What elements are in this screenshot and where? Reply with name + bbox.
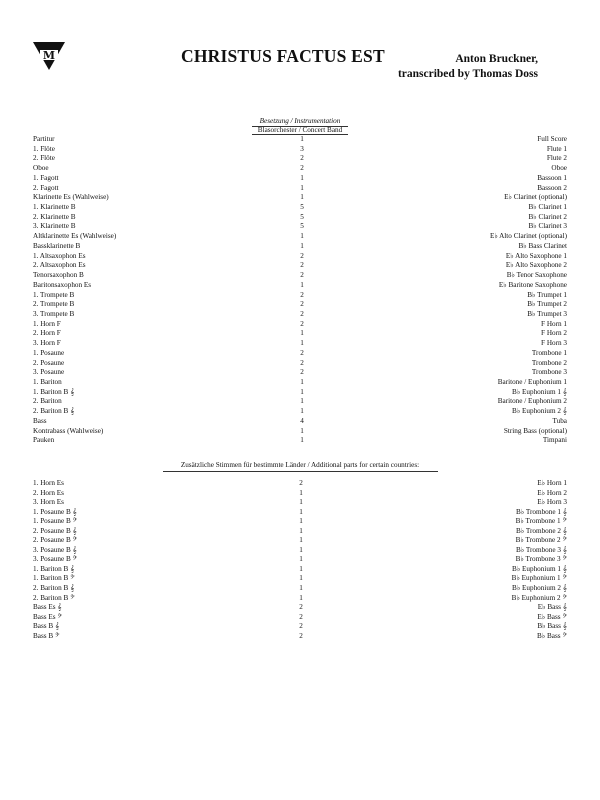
table-row [33,164,567,174]
instrument-name-english: Full Score [537,135,567,143]
instrument-name-german: 3. Trompete B [33,309,75,318]
instrument-name-german: 3. Posaune B 𝄞 [33,545,77,554]
instrument-name-english: E♭ Horn 3 [537,498,567,507]
table-row [33,397,567,407]
table-row [33,232,567,242]
instrument-name-english: B♭ Euphonium 1 𝄞 [512,387,567,396]
table-row [33,632,567,642]
page-title: CHRISTUS FACTUS EST [181,46,385,66]
part-count: 1 [300,280,304,289]
section-divider [163,471,438,472]
instrument-name-german: 2. Horn Es [33,488,64,497]
table-row [33,479,567,489]
instrument-name-english: B♭ Trumpet 2 [527,300,567,309]
table-row [33,222,567,232]
table-row [33,310,567,320]
instrument-name-german: 1. Flöte [33,144,55,153]
instrument-name-german: 2. Altsaxophon Es [33,261,86,270]
instrument-name-english: B♭ Clarinet 3 [528,222,567,231]
table-row [33,339,567,349]
part-count: 1 [300,241,304,250]
part-count: 1 [299,593,303,602]
part-count: 2 [300,358,304,367]
instrument-name-german: 2. Horn F [33,329,61,338]
part-count: 2 [300,154,304,163]
part-count: 1 [300,232,304,241]
instrument-name-german: 1. Horn F [33,319,61,328]
instrument-name-german: 1. Posaune [33,348,65,357]
instrument-name-english: E♭ Alto Saxophone 1 [505,251,567,260]
part-count: 2 [300,261,304,270]
part-count: 4 [300,416,304,425]
part-count: 1 [299,545,303,554]
instrument-name-german: 1. Altsaxophon Es [33,251,86,260]
instrument-name-english: E♭ Bass 𝄞 [537,603,567,612]
instrument-name-english: B♭ Trombone 2 𝄞 [516,526,567,535]
part-count: 1 [299,564,303,573]
instrument-name-english: Baritone / Euphonium 1 [497,377,567,386]
instrument-name-english: B♭ Euphonium 1 𝄞 [512,564,567,573]
instrument-name-german: 2. Bariton B 𝄞 [33,407,75,416]
additional-parts-heading: Zusätzliche Stimmen für bestimmte Länder / Additional parts for certain countries: [180,461,420,469]
instrument-name-english: E♭ Clarinet (optional) [504,193,567,202]
instrument-name-english: Oboe [551,164,567,173]
instrument-name-german: 3. Posaune [33,368,65,377]
instrument-name-german: 1. Posaune B 𝄞 [33,507,77,516]
table-row [33,193,567,203]
additional-parts-table [33,479,567,641]
table-row [33,242,567,252]
part-count: 1 [299,536,303,545]
instrument-name-german: 3. Horn Es [33,498,64,507]
instrument-name-english: B♭ Bass Clarinet [518,241,567,250]
table-row [33,489,567,499]
instrument-name-german: 3. Posaune B 𝄢 [33,555,78,564]
table-row [33,135,567,145]
instrument-name-german: Partitur [33,135,55,143]
instrument-name-german: 1. Posaune B 𝄢 [33,517,78,526]
logo-letter: M [42,49,56,62]
instrument-name-english: F Horn 3 [541,339,567,348]
part-count: 2 [299,631,303,640]
instrument-name-german: 1. Fagott [33,173,59,182]
part-count: 1 [299,498,303,507]
instrument-name-german: 1. Bariton B 𝄞 [33,387,75,396]
instrument-name-german: 2. Posaune [33,358,65,367]
instrument-name-english: B♭ Tenor Saxophone [506,271,567,280]
table-row [33,174,567,184]
table-row [33,154,567,164]
instrument-name-english: E♭ Baritone Saxophone [498,280,567,289]
instrument-name-english: F Horn 1 [541,319,567,328]
composer-name: Anton Bruckner, [455,53,538,65]
table-row [33,261,567,271]
instrument-name-english: Trombone 2 [531,358,567,367]
instrumentation-table [33,135,567,446]
table-row [33,508,567,518]
instrument-name-german: Bass [33,416,47,425]
part-count: 2 [300,164,304,173]
table-row [33,359,567,369]
instrument-name-english: B♭ Euphonium 1 𝄢 [511,574,567,583]
table-row [33,291,567,301]
instrument-name-english: Trombone 1 [531,348,567,357]
instrument-name-german: 1. Bariton [33,377,62,386]
part-count: 2 [300,251,304,260]
instrument-name-english: B♭ Trombone 1 𝄞 [516,507,567,516]
instrument-name-german: Altklarinette Es (Wahlweise) [33,232,117,241]
instrument-name-english: Baritone / Euphonium 2 [497,397,567,406]
table-row [33,184,567,194]
instrument-name-english: B♭ Bass 𝄢 [537,631,567,640]
table-row [33,407,567,417]
instrument-name-german: 1. Horn Es [33,479,64,487]
part-count: 1 [300,339,304,348]
part-count: 2 [300,309,304,318]
instrument-name-english: E♭ Alto Saxophone 2 [505,261,567,270]
instrument-name-german: Kontrabass (Wahlweise) [33,426,104,435]
instrument-name-english: String Bass (optional) [503,426,567,435]
table-row [33,622,567,632]
instrument-name-english: B♭ Bass 𝄞 [537,622,567,631]
instrument-name-german: 2. Bariton B 𝄢 [33,593,75,602]
section-divider [252,126,348,127]
instrument-name-english: E♭ Horn 1 [537,479,567,487]
part-count: 1 [299,584,303,593]
part-count: 1 [299,507,303,516]
instrument-name-english: B♭ Euphonium 2 𝄞 [512,584,567,593]
table-row [33,546,567,556]
table-row [33,378,567,388]
part-count: 2 [300,319,304,328]
table-row [33,555,567,565]
instrument-name-english: B♭ Clarinet 2 [528,212,567,221]
instrument-name-german: 2. Posaune B 𝄢 [33,536,78,545]
part-count: 1 [300,193,304,202]
table-row [33,498,567,508]
part-count: 5 [300,203,304,212]
instrument-name-german: Bass B 𝄢 [33,631,60,640]
part-count: 2 [300,271,304,280]
table-row [33,436,567,446]
part-count: 1 [300,329,304,338]
part-count: 1 [300,183,304,192]
instrument-name-english: B♭ Trumpet 1 [527,290,567,299]
table-row [33,145,567,155]
table-row [33,252,567,262]
instrument-name-german: 2. Fagott [33,183,59,192]
table-row [33,536,567,546]
part-count: 2 [300,300,304,309]
part-count: 1 [299,488,303,497]
part-count: 5 [300,212,304,221]
instrument-name-german: Tenorsaxophon B [33,271,84,280]
table-row [33,213,567,223]
part-count: 1 [299,517,303,526]
table-row [33,584,567,594]
part-count: 2 [299,479,303,487]
part-count: 1 [300,426,304,435]
table-row [33,388,567,398]
part-count: 3 [300,144,304,153]
instrument-name-english: Bassoon 2 [537,183,567,192]
instrumentation-title: Besetzung / Instrumentation [259,117,341,125]
instrument-name-english: B♭ Euphonium 2 𝄢 [511,593,567,602]
instrument-name-german: 2. Bariton B 𝄞 [33,584,75,593]
instrument-name-german: Bassklarinette B [33,241,81,250]
table-row [33,565,567,575]
instrument-name-german: Bass Es 𝄢 [33,612,62,621]
table-row [33,281,567,291]
instrument-name-german: 2. Bariton [33,397,62,406]
instrument-name-english: E♭ Bass 𝄢 [537,612,567,621]
table-row [33,271,567,281]
instrument-name-english: Trombone 3 [531,368,567,377]
instrument-name-english: Timpani [542,436,567,445]
instrument-name-english: Flute 1 [546,144,567,153]
instrument-name-german: 2. Trompete B [33,300,75,309]
part-count: 5 [300,222,304,231]
instrument-name-german: Klarinette Es (Wahlweise) [33,193,109,202]
part-count: 2 [299,622,303,631]
table-row [33,613,567,623]
instrument-name-german: 2. Flöte [33,154,55,163]
table-row [33,368,567,378]
part-count: 1 [300,397,304,406]
table-row [33,320,567,330]
table-row [33,329,567,339]
instrument-name-english: F Horn 2 [541,329,567,338]
instrument-name-english: B♭ Trumpet 3 [527,309,567,318]
instrument-name-german: 1. Trompete B [33,290,75,299]
instrument-name-german: Baritonsaxophon Es [33,280,92,289]
table-row [33,349,567,359]
instrument-name-german: Oboe [33,164,49,173]
table-row [33,427,567,437]
publisher-logo [33,42,65,70]
instrument-name-english: E♭ Horn 2 [537,488,567,497]
part-count: 1 [299,574,303,583]
part-count: 1 [300,377,304,386]
instrument-name-english: B♭ Clarinet 1 [528,203,567,212]
instrument-name-english: B♭ Trombone 3 𝄞 [516,545,567,554]
instrument-name-german: 2. Posaune B 𝄞 [33,526,77,535]
instrument-name-german: 3. Klarinette B [33,222,76,231]
instrument-name-english: B♭ Trombone 3 𝄢 [515,555,567,564]
part-count: 1 [300,135,304,143]
part-count: 2 [300,368,304,377]
part-count: 1 [299,526,303,535]
instrument-name-german: 1. Bariton B 𝄢 [33,574,75,583]
part-count: 2 [300,348,304,357]
instrument-name-english: Bassoon 1 [537,173,567,182]
table-row [33,203,567,213]
instrument-name-german: 1. Klarinette B [33,203,76,212]
table-row [33,417,567,427]
part-count: 1 [300,173,304,182]
table-row [33,527,567,537]
part-count: 1 [300,387,304,396]
instrument-name-german: Pauken [33,436,55,445]
instrument-name-english: Tuba [552,416,567,425]
table-row [33,517,567,527]
part-count: 1 [300,407,304,416]
table-row [33,300,567,310]
part-count: 1 [299,555,303,564]
instrument-name-english: B♭ Trombone 2 𝄢 [515,536,567,545]
instrument-name-german: Bass Es 𝄞 [33,603,62,612]
composer-credit [398,52,538,82]
instrument-name-english: B♭ Euphonium 2 𝄞 [512,407,567,416]
part-count: 2 [300,290,304,299]
table-row [33,594,567,604]
instrument-name-german: Bass B 𝄞 [33,622,60,631]
instrument-name-german: 3. Horn F [33,339,61,348]
table-row [33,603,567,613]
part-count: 2 [299,612,303,621]
part-count: 1 [300,436,304,445]
instrumentation-subtitle: Blasorchester / Concert Band [257,125,343,134]
instrument-name-english: B♭ Trombone 1 𝄢 [515,517,567,526]
instrument-name-english: E♭ Alto Clarinet (optional) [489,232,567,241]
table-row [33,574,567,584]
instrument-name-german: 1. Bariton B 𝄞 [33,564,75,573]
instrument-name-english: Flute 2 [546,154,567,163]
instrument-name-german: 2. Klarinette B [33,212,76,221]
transcriber-name: transcribed by Thomas Doss [397,68,538,80]
part-count: 2 [299,603,303,612]
